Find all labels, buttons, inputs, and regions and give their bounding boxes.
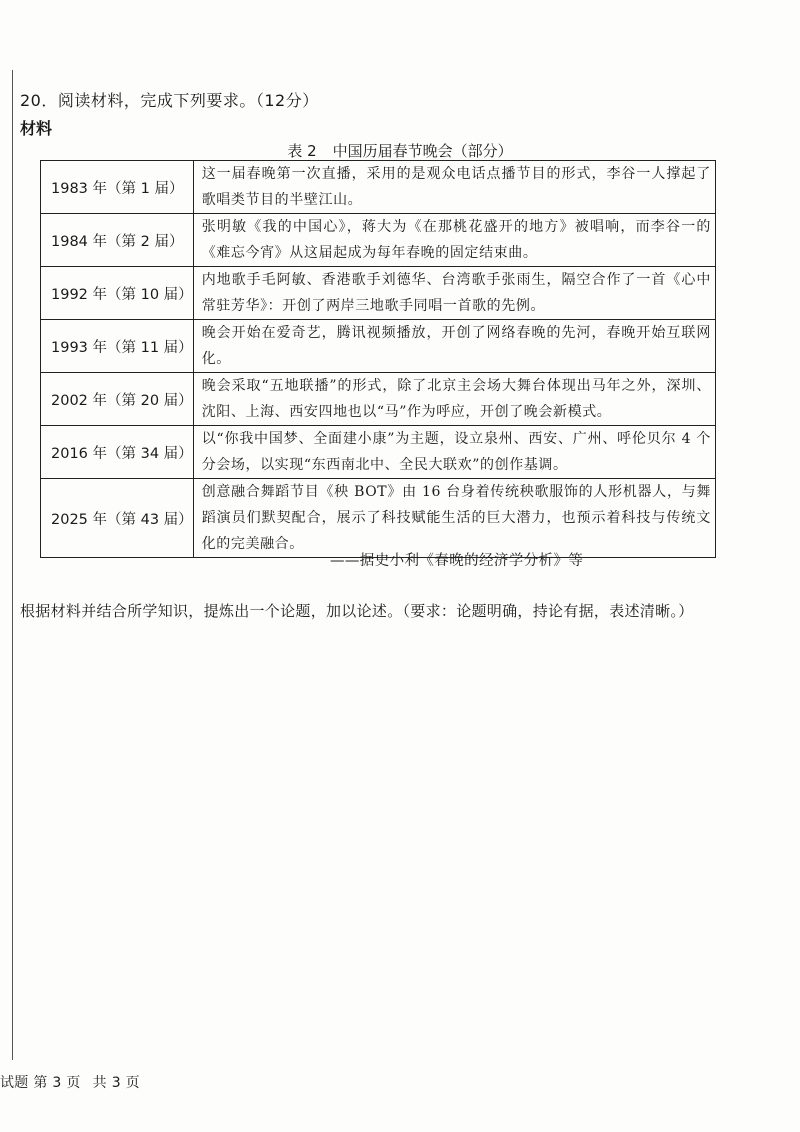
spring-gala-table bbox=[40, 160, 716, 558]
footer-page-number: 试题 第 3 页 bbox=[0, 1075, 81, 1091]
question-heading: 20．阅读材料，完成下列要求。（12分） bbox=[20, 91, 319, 110]
year-cell: 1983 年（第 1 届） bbox=[41, 161, 194, 214]
description-cell: 张明敏《我的中国心》，蒋大为《在那桃花盛开的地方》被唱响，而李谷一的《难忘今宵》从这届起成为每年春晚的固定结束曲。 bbox=[193, 214, 715, 267]
question-instruction: 根据材料并结合所学知识，提炼出一个论题，加以论述。（要求：论题明确，持论有据，表述清晰。） bbox=[20, 602, 694, 620]
source-citation: ——据史小利《春晚的经济学分析》等 bbox=[330, 553, 584, 569]
year-cell: 1993 年（第 11 届） bbox=[41, 320, 194, 373]
binding-margin-line bbox=[12, 70, 13, 1060]
description-cell: 这一届春晚第一次直播，采用的是观众电话点播节目的形式，李谷一人撑起了歌唱类节目的半壁江山。 bbox=[193, 161, 715, 214]
year-cell: 1984 年（第 2 届） bbox=[41, 214, 194, 267]
table-row bbox=[41, 161, 716, 214]
footer-total-pages: 共 3 页 bbox=[92, 1075, 140, 1091]
description-cell: 晚会开始在爱奇艺，腾讯视频播放，开创了网络春晚的先河，春晚开始互联网化。 bbox=[193, 320, 715, 373]
year-cell: 2025 年（第 43 届） bbox=[41, 479, 194, 558]
table-caption bbox=[0, 140, 800, 161]
table-row bbox=[41, 267, 716, 320]
material-label: 材料 bbox=[20, 119, 53, 138]
table-caption-number: 表 2 bbox=[287, 142, 317, 160]
table-row bbox=[41, 373, 716, 426]
page-footer bbox=[0, 1072, 140, 1092]
table-caption-title: 中国历届春节晚会（部分） bbox=[332, 142, 513, 160]
description-cell: 晚会采取“五地联播”的形式，除了北京主会场大舞台体现出马年之外，深圳、沈阳、上海、西安四地也以“马”作为呼应，开创了晚会新模式。 bbox=[193, 373, 715, 426]
description-cell: 创意融合舞蹈节目《秧 BOT》由 16 台身着传统秧歌服饰的人形机器人，与舞蹈演员们默契配合，展示了科技赋能生活的巨大潜力，也预示着科技与传统文化的完美融合。 bbox=[193, 479, 715, 558]
year-cell: 1992 年（第 10 届） bbox=[41, 267, 194, 320]
table-row bbox=[41, 479, 716, 558]
year-cell: 2002 年（第 20 届） bbox=[41, 373, 194, 426]
description-cell: 以“你我中国梦、全面建小康”为主题，设立泉州、西安、广州、呼伦贝尔 4 个分会场，以实现“东西南北中、全民大联欢”的创作基调。 bbox=[193, 426, 715, 479]
year-cell: 2016 年（第 34 届） bbox=[41, 426, 194, 479]
description-cell: 内地歌手毛阿敏、香港歌手刘德华、台湾歌手张雨生，隔空合作了一首《心中常驻芳华》：开创了两岸三地歌手同唱一首歌的先例。 bbox=[193, 267, 715, 320]
table-row bbox=[41, 426, 716, 479]
table-row bbox=[41, 214, 716, 267]
table-row bbox=[41, 320, 716, 373]
